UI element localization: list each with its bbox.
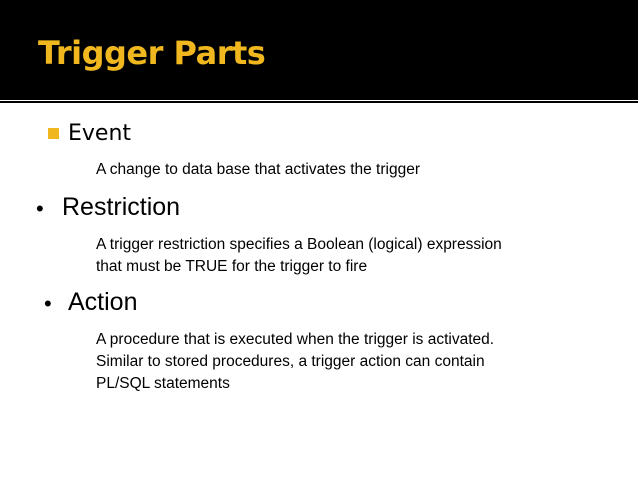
action-line-1: A procedure that is executed when the trigger is activated. — [96, 331, 495, 348]
dot-bullet-icon: • — [44, 291, 52, 316]
event-line-1: A change to data base that activates the trigger — [96, 161, 420, 178]
heading-event: Event — [68, 121, 132, 146]
square-bullet-icon — [48, 128, 59, 139]
heading-action: Action — [68, 288, 138, 316]
action-line-2: Similar to stored procedures, a trigger action can contain — [96, 353, 485, 370]
title-underline — [0, 101, 638, 103]
restriction-line-2: that must be TRUE for the trigger to fire — [96, 258, 368, 275]
restriction-line-1: A trigger restriction specifies a Boolean (logical) expression — [96, 236, 502, 253]
action-description — [96, 329, 494, 395]
title-bar — [0, 0, 638, 100]
heading-restriction: Restriction — [62, 193, 181, 221]
dot-bullet-icon: • — [36, 196, 44, 221]
slide-title: Trigger Parts — [38, 34, 266, 72]
action-line-3: PL/SQL statements — [96, 375, 230, 392]
event-description — [96, 159, 420, 181]
restriction-description — [96, 234, 502, 278]
